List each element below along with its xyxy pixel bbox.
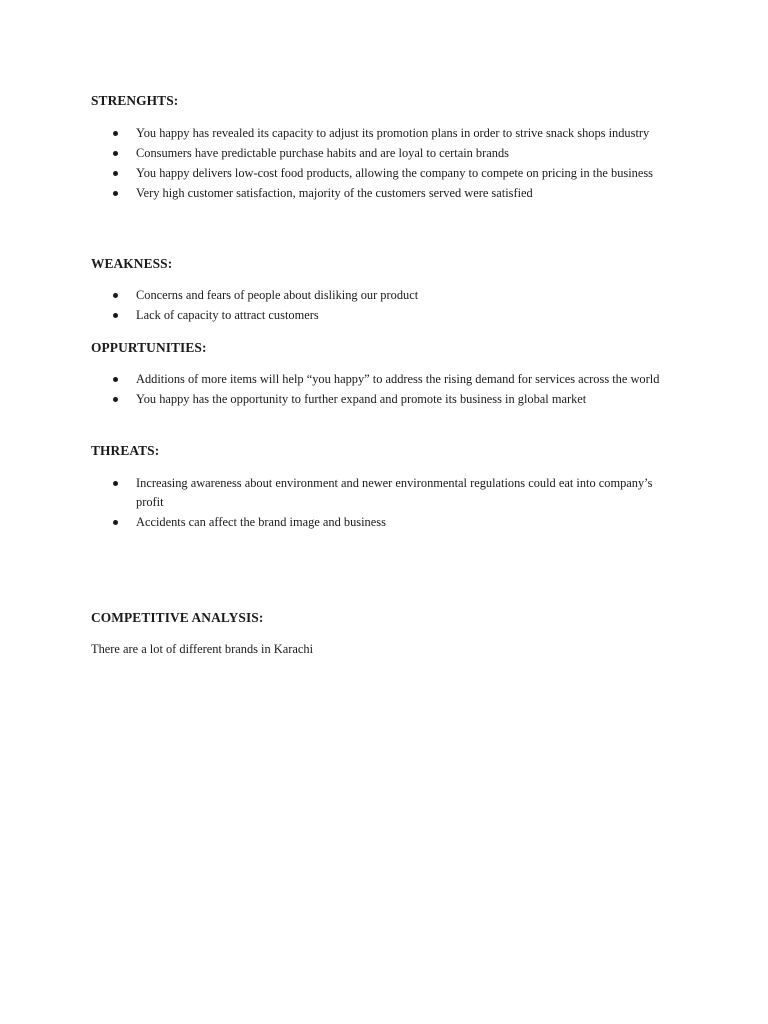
list-item: Very high customer satisfaction, majority of the customers served were satisfied (0, 184, 666, 203)
list-item: Concerns and fears of people about disliking our product (0, 286, 666, 305)
bullet-icon (113, 171, 118, 176)
bullet-icon (113, 131, 118, 136)
bullet-icon (113, 481, 118, 486)
list-item: Increasing awareness about environment and newer environmental regulations could eat into company’s profit (0, 474, 666, 512)
competitive-analysis-text: There are a lot of different brands in Karachi (91, 642, 314, 656)
opportunities-list (0, 370, 768, 410)
list-item: Additions of more items will help “you happy” to address the rising demand for services across the world (0, 370, 666, 389)
threats-list (0, 474, 768, 533)
competitive-analysis-heading: COMPETITIVE ANALYSIS: (91, 610, 264, 625)
strengths-list (0, 124, 768, 204)
list-item: You happy has revealed its capacity to adjust its promotion plans in order to strive snack shops industry (0, 124, 666, 143)
strengths-heading: STRENGHTS: (91, 93, 179, 108)
weakness-heading: WEAKNESS: (91, 256, 173, 271)
list-item: You happy has the opportunity to further expand and promote its business in global market (0, 390, 666, 409)
list-item: Lack of capacity to attract customers (0, 306, 666, 325)
bullet-icon (113, 191, 118, 196)
bullet-icon (113, 293, 118, 298)
list-item: Consumers have predictable purchase habits and are loyal to certain brands (0, 144, 666, 163)
bullet-icon (113, 151, 118, 156)
bullet-icon (113, 313, 118, 318)
bullet-icon (113, 520, 118, 525)
threats-heading: THREATS: (91, 443, 160, 458)
opportunities-heading: OPPURTUNITIES: (91, 340, 207, 355)
list-item: You happy delivers low-cost food products, allowing the company to compete on pricing in the business (0, 164, 666, 183)
bullet-icon (113, 377, 118, 382)
weakness-list (0, 286, 768, 326)
list-item: Accidents can affect the brand image and business (0, 513, 666, 532)
bullet-icon (113, 397, 118, 402)
